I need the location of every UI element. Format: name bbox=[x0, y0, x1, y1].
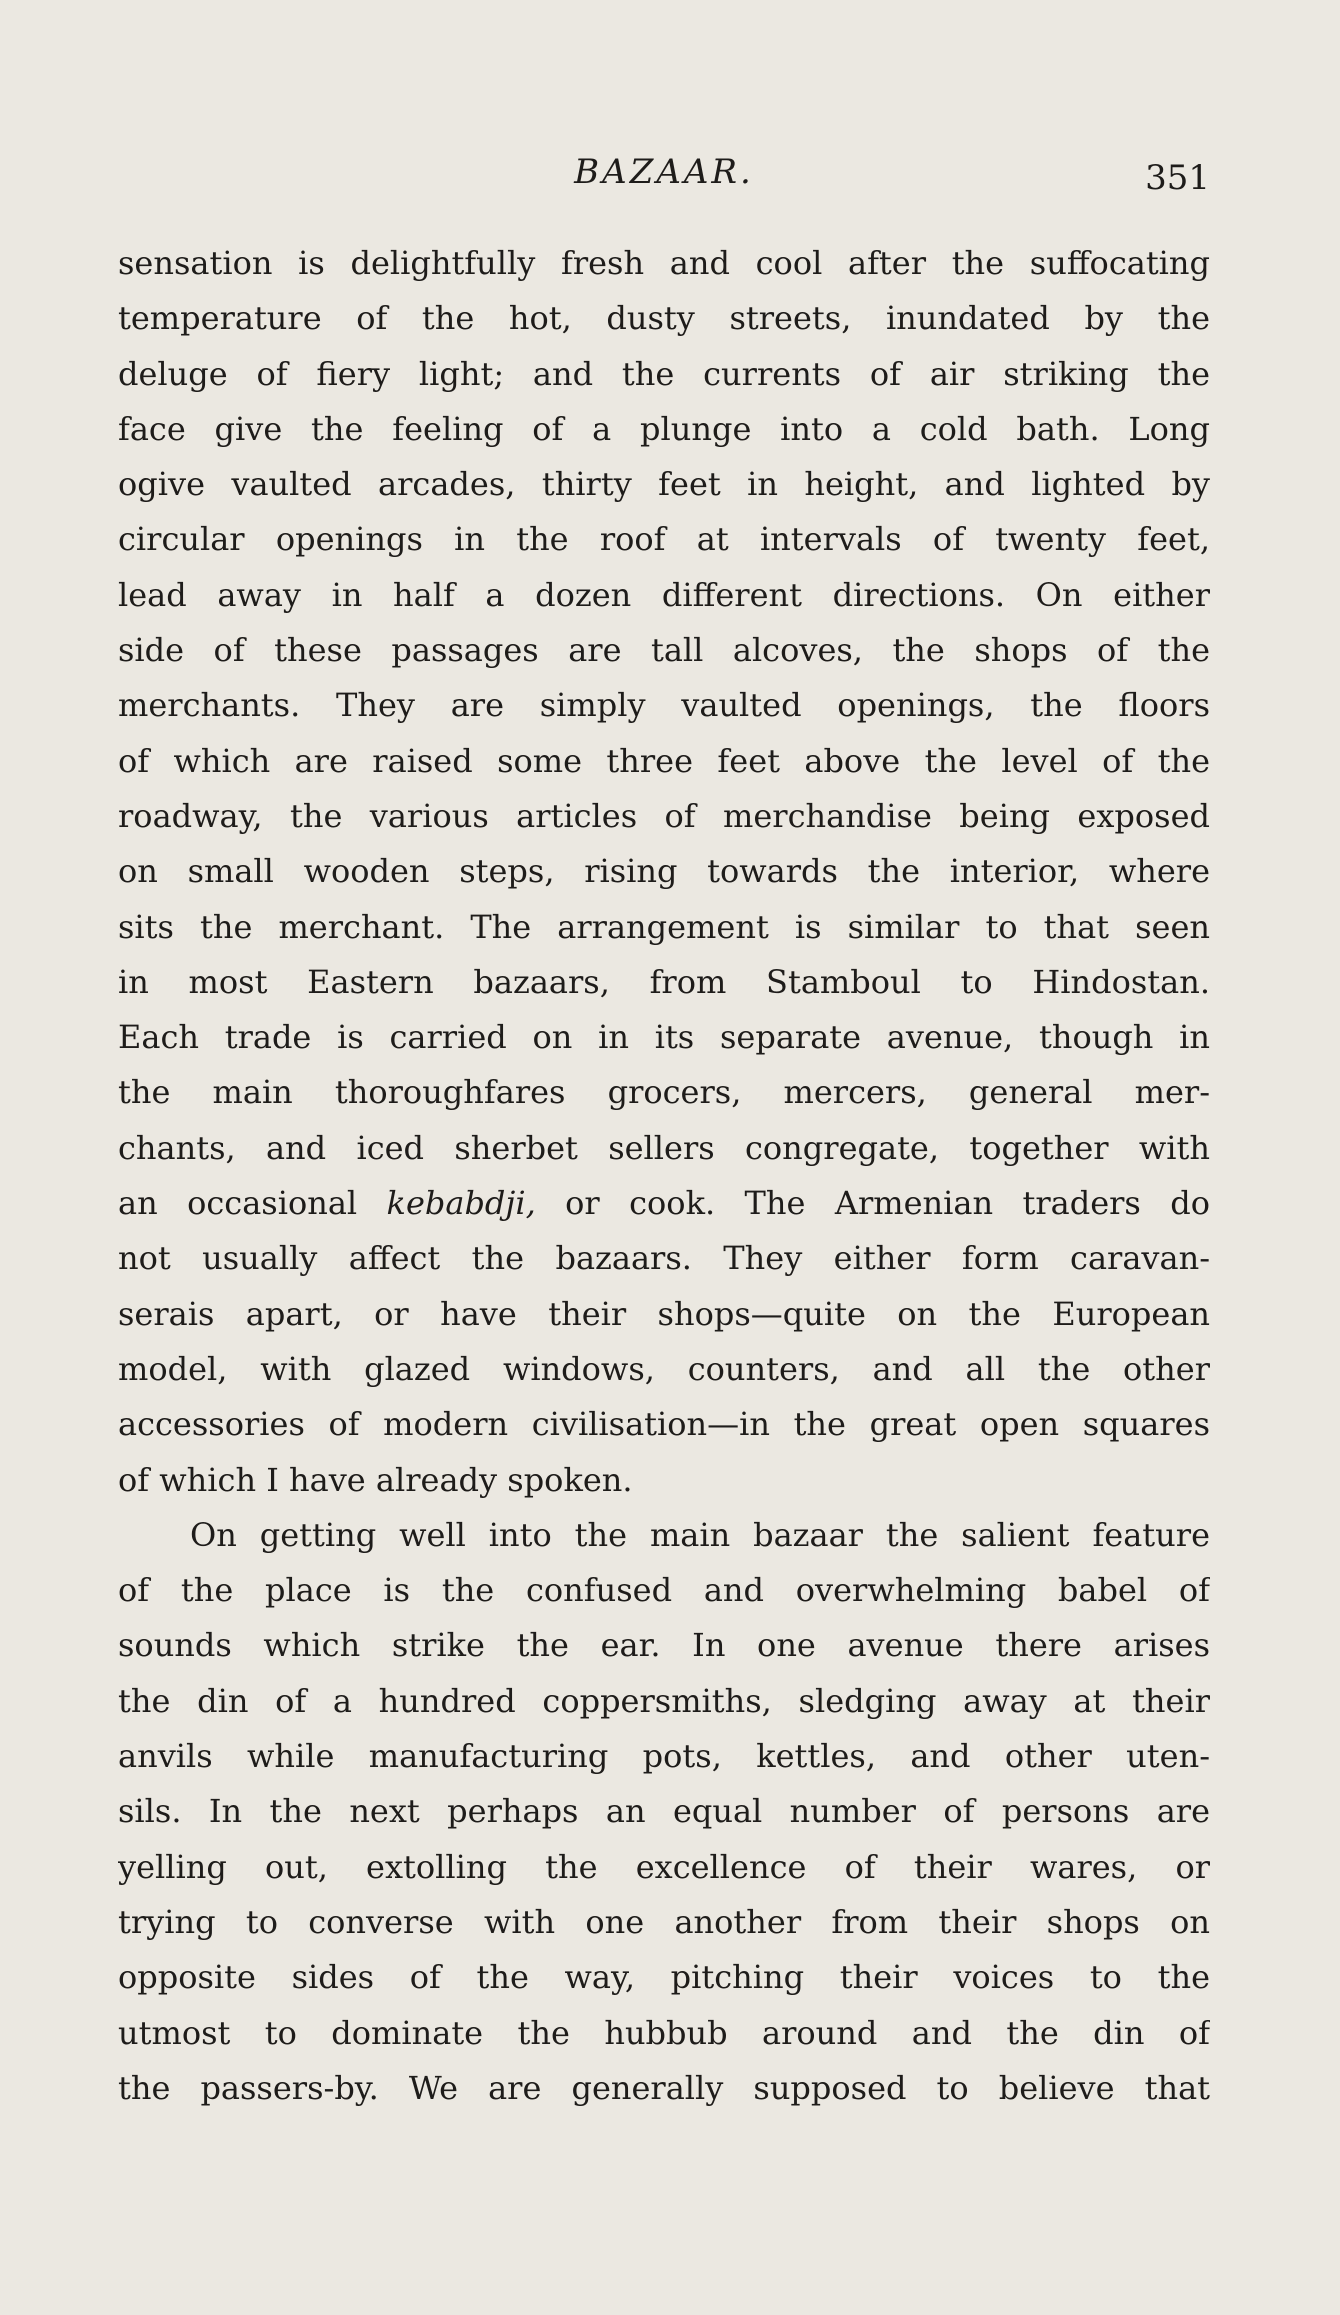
italic-word: kebabdji, bbox=[386, 1184, 536, 1223]
text-fragment: or cook. The Armenian traders do bbox=[535, 1184, 1210, 1223]
text-line: Each trade is carried on in its separate avenue, though in bbox=[118, 1018, 1210, 1057]
page-header bbox=[118, 152, 1210, 212]
text-line: sensation is delightfully fresh and cool after the suffocating bbox=[118, 244, 1210, 282]
text-line: not usually affect the bazaars. They either form caravan- bbox=[118, 1239, 1210, 1278]
text-line: accessories of modern civilisation—in the great open squares bbox=[118, 1405, 1210, 1444]
text-line: sils. In the next perhaps an equal number of persons are bbox=[118, 1792, 1210, 1831]
text-line: the passers-by. We are generally supposed to believe that bbox=[118, 2068, 1210, 2107]
text-line: the main thoroughfares grocers, mercers, general mer- bbox=[118, 1073, 1210, 1112]
text-line: roadway, the various articles of merchandise being exposed bbox=[118, 796, 1210, 835]
paragraph-first-line: On getting well into the main bazaar the salient feature bbox=[190, 1515, 1210, 1554]
text-line: sits the merchant. The arrangement is similar to that seen bbox=[118, 907, 1210, 946]
text-line: of which I have already spoken. bbox=[118, 1460, 633, 1499]
text-line: yelling out, extolling the excellence of their wares, or bbox=[118, 1847, 1210, 1886]
text-line: merchants. They are simply vaulted openings, the floors bbox=[118, 686, 1210, 725]
text-line: on small wooden steps, rising towards the interior, where bbox=[118, 852, 1210, 891]
text-line: circular openings in the roof at intervals of twenty feet, bbox=[118, 520, 1210, 559]
text-line-with-italic bbox=[118, 1176, 1210, 1231]
text-fragment: an occasional bbox=[118, 1184, 387, 1223]
text-line: lead away in half a dozen different directions. On either bbox=[118, 575, 1210, 614]
text-line: opposite sides of the way, pitching their voices to the bbox=[118, 1958, 1210, 1997]
text-line: of which are raised some three feet above the level of the bbox=[118, 741, 1210, 780]
text-line: chants, and iced sherbet sellers congregate, together with bbox=[118, 1128, 1210, 1167]
text-line: serais apart, or have their shops—quite on the European bbox=[118, 1294, 1210, 1333]
text-line: temperature of the hot, dusty streets, inundated by the bbox=[118, 299, 1210, 338]
text-line: trying to converse with one another from their shops on bbox=[118, 1902, 1210, 1941]
text-line: the din of a hundred coppersmiths, sledging away at their bbox=[118, 1681, 1210, 1720]
page-number: 351 bbox=[1145, 158, 1210, 198]
text-line: sounds which strike the ear. In one avenue there arises bbox=[118, 1626, 1210, 1665]
running-title: BAZAAR. bbox=[574, 152, 754, 192]
body-text bbox=[118, 236, 1210, 2116]
text-line: face give the feeling of a plunge into a cold bath. Long bbox=[118, 409, 1210, 448]
text-line: model, with glazed windows, counters, and all the other bbox=[118, 1349, 1210, 1388]
text-line: ogive vaulted arcades, thirty feet in height, and lighted by bbox=[118, 465, 1210, 504]
text-line: anvils while manufacturing pots, kettles, and other uten- bbox=[118, 1737, 1210, 1776]
text-line: in most Eastern bazaars, from Stamboul to Hindostan. bbox=[118, 962, 1210, 1001]
text-line: deluge of fiery light; and the currents of air striking the bbox=[118, 354, 1210, 393]
text-line: of the place is the confused and overwhelming babel of bbox=[118, 1571, 1210, 1610]
text-line: utmost to dominate the hubbub around and the din of bbox=[118, 2013, 1210, 2052]
text-line: side of these passages are tall alcoves, the shops of the bbox=[118, 631, 1210, 670]
